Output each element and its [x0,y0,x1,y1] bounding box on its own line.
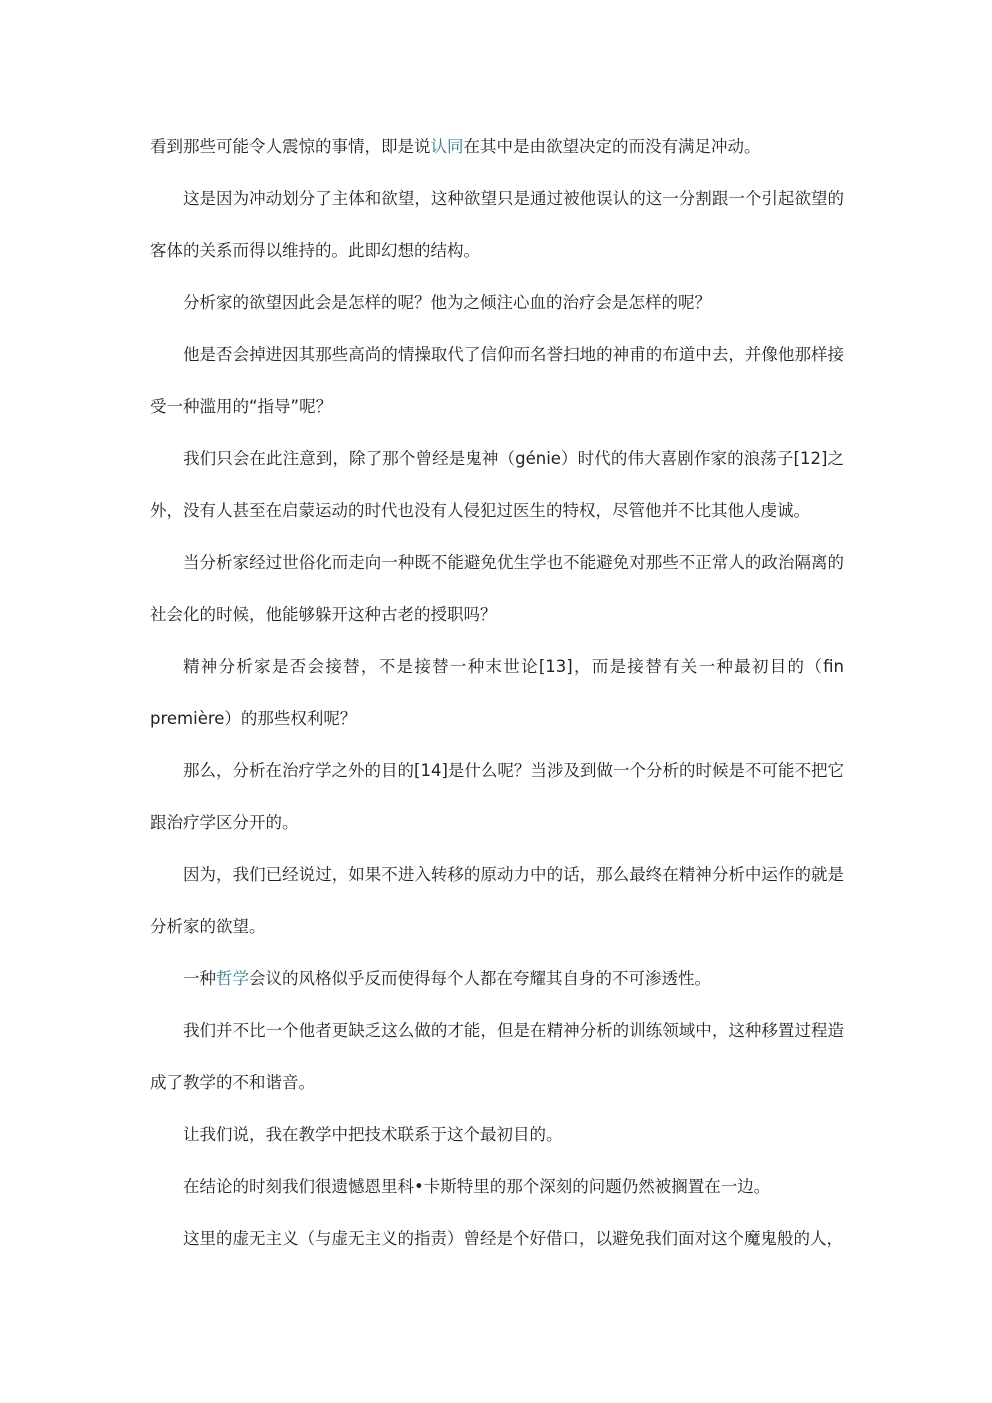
text-span: 这里的虚无主义（与虚无主义的指责）曾经是个好借口，以避免我们面对这个魔鬼般的人， [183,1229,843,1248]
paragraph [150,953,844,1005]
text-span: 那么，分析在治疗学之外的目的[14]是什么呢？当涉及到做一个分析的时候是不可能不把它跟治疗学区分开的。 [150,761,844,832]
paragraph [150,173,844,277]
text-span: 在其中是由欲望决定的而没有满足冲动。 [463,137,761,156]
text-span: 当分析家经过世俗化而走向一种既不能避免优生学也不能避免对那些不正常人的政治隔离的社会化的时候，他能够躲开这种古老的授职吗？ [150,553,844,624]
paragraph [150,537,844,641]
text-span: 会议的风格似乎反而使得每个人都在夸耀其自身的不可渗透性。 [249,969,711,988]
text-span: 一种 [183,969,216,988]
paragraph [150,849,844,953]
text-span: 分析家的欲望因此会是怎样的呢？他为之倾注心血的治疗会是怎样的呢？ [183,293,711,312]
paragraph [150,641,844,745]
paragraph [150,121,844,173]
text-span: 这是因为冲动划分了主体和欲望，这种欲望只是通过被他误认的这一分割跟一个引起欲望的客体的关系而得以维持的。此即幻想的结构。 [150,189,844,260]
text-span: 让我们说，我在教学中把技术联系于这个最初目的。 [183,1125,563,1144]
paragraph [150,745,844,849]
text-span: 在结论的时刻我们很遗憾恩里科•卡斯特里的那个深刻的问题仍然被搁置在一边。 [183,1177,771,1196]
paragraph [150,1005,844,1109]
term-link-philosophy[interactable]: 哲学 [216,969,249,988]
paragraph [150,329,844,433]
text-span: 因为，我们已经说过，如果不进入转移的原动力中的话，那么最终在精神分析中运作的就是分析家的欲望。 [150,865,844,936]
paragraph [150,1109,844,1161]
text-span: 我们只会在此注意到，除了那个曾经是鬼神（génie）时代的伟大喜剧作家的浪荡子[12]之外，没有人甚至在启蒙运动的时代也没有人侵犯过医生的特权，尽管他并不比其他人虔诚。 [150,449,844,520]
text-span: 精神分析家是否会接替，不是接替一种末世论[13]，而是接替有关一种最初目的（fin première）的那些权利呢？ [150,657,844,728]
paragraph [150,1213,844,1265]
paragraph [150,277,844,329]
paragraph [150,433,844,537]
text-span: 看到那些可能令人震惊的事情，即是说 [150,137,431,156]
text-span: 我们并不比一个他者更缺乏这么做的才能，但是在精神分析的训练领域中，这种移置过程造成了教学的不和谐音。 [150,1021,844,1092]
body-text [150,121,844,1265]
text-span: 他是否会掉进因其那些高尚的情操取代了信仰而名誉扫地的神甫的布道中去，并像他那样接受一种滥用的“指导”呢？ [150,345,844,416]
term-link-identification[interactable]: 认同 [430,137,464,156]
paragraph [150,1161,844,1213]
